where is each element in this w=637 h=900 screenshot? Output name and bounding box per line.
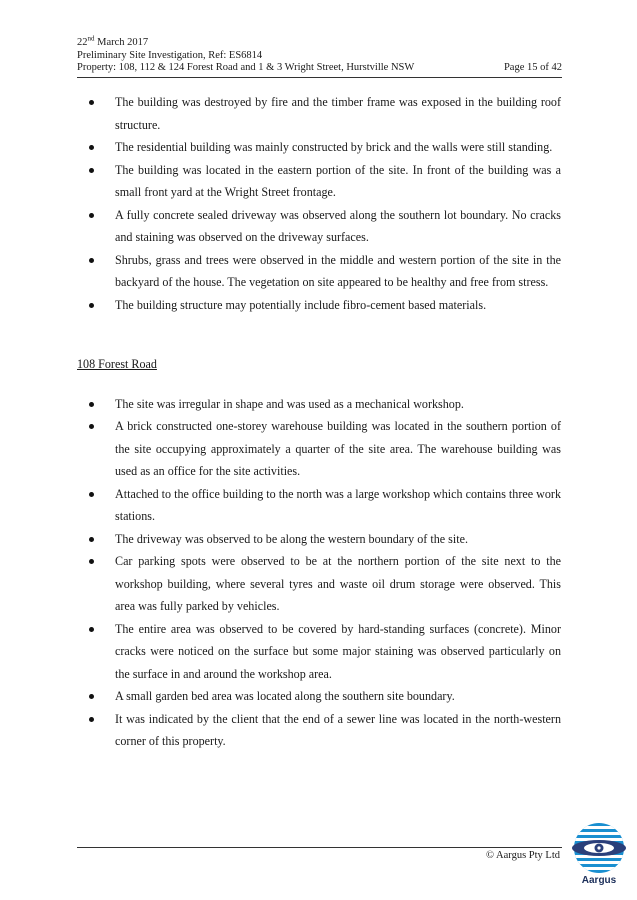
bullet-icon bbox=[89, 100, 94, 105]
list-item: The site was irregular in shape and was used as a mechanical workshop. bbox=[77, 393, 561, 416]
list-item: Shrubs, grass and trees were observed in the middle and western portion of the site in the backyard of the house. The vegetation on site appeared to be healthy and free from stress. bbox=[77, 249, 561, 294]
footer-copyright: © Aargus Pty Ltd bbox=[486, 850, 560, 861]
list-item: Attached to the office building to the north was a large workshop which contains three work stations. bbox=[77, 483, 561, 528]
bullet-icon bbox=[89, 537, 94, 542]
bullet-icon bbox=[89, 694, 94, 699]
bullet-icon bbox=[89, 258, 94, 263]
page-number: Page 15 of 42 bbox=[503, 62, 562, 73]
header-title: Preliminary Site Investigation, Ref: ES6814 bbox=[77, 49, 263, 61]
bullet-icon bbox=[89, 402, 94, 407]
header-divider bbox=[77, 77, 562, 78]
bullet-icon bbox=[89, 213, 94, 218]
section-heading: 108 Forest Road bbox=[77, 357, 157, 371]
list-item: Car parking spots were observed to be at the northern portion of the site next to the workshop building, where several tyres and waste oil drum storage were observed. This area was fully parked by vehicles. bbox=[77, 550, 561, 618]
bullet-icon bbox=[89, 492, 94, 497]
list-item: The driveway was observed to be along the western boundary of the site. bbox=[77, 528, 561, 551]
list-item: The building was located in the eastern portion of the site. In front of the building was a small front yard at the Wright Street frontage. bbox=[77, 159, 561, 204]
list-item: It was indicated by the client that the end of a sewer line was located in the north-western corner of this property. bbox=[77, 708, 561, 753]
observation-list-108-forest-road bbox=[77, 393, 561, 753]
list-item: A fully concrete sealed driveway was observed along the southern lot boundary. No cracks and staining was observed on the driveway surfaces. bbox=[77, 204, 561, 249]
list-item: The building structure may potentially include fibro-cement based materials. bbox=[77, 294, 561, 317]
list-item: The residential building was mainly constructed by brick and the walls were still standing. bbox=[77, 136, 561, 159]
list-item: The entire area was observed to be covered by hard-standing surfaces (concrete). Minor cracks were noticed on the surface but some major staining was observed particularly on the surface in and around the workshop area. bbox=[77, 618, 561, 686]
footer-divider bbox=[77, 847, 562, 848]
header-date: 22nd March 2017 bbox=[77, 34, 149, 48]
bullet-icon bbox=[89, 717, 94, 722]
page-header bbox=[77, 34, 562, 75]
observation-list-residential bbox=[77, 91, 561, 316]
bullet-icon bbox=[89, 627, 94, 632]
list-item: The building was destroyed by fire and the timber frame was exposed in the building roof structure. bbox=[77, 91, 561, 136]
list-item: A brick constructed one-storey warehouse building was located in the southern portion of the site occupying approximately a quarter of the site area. The warehouse building was used as an office for the site activities. bbox=[77, 415, 561, 483]
bullet-icon bbox=[89, 559, 94, 564]
bullet-icon bbox=[89, 303, 94, 308]
document-body bbox=[77, 91, 561, 753]
bullet-icon bbox=[89, 424, 94, 429]
list-item: A small garden bed area was located along the southern site boundary. bbox=[77, 685, 561, 708]
header-property: Property: 108, 112 & 124 Forest Road and 1 & 3 Wright Street, Hurstville NSW bbox=[77, 62, 415, 73]
bullet-icon bbox=[89, 145, 94, 150]
logo-wordmark: Aargus bbox=[581, 875, 617, 886]
bullet-icon bbox=[89, 168, 94, 173]
